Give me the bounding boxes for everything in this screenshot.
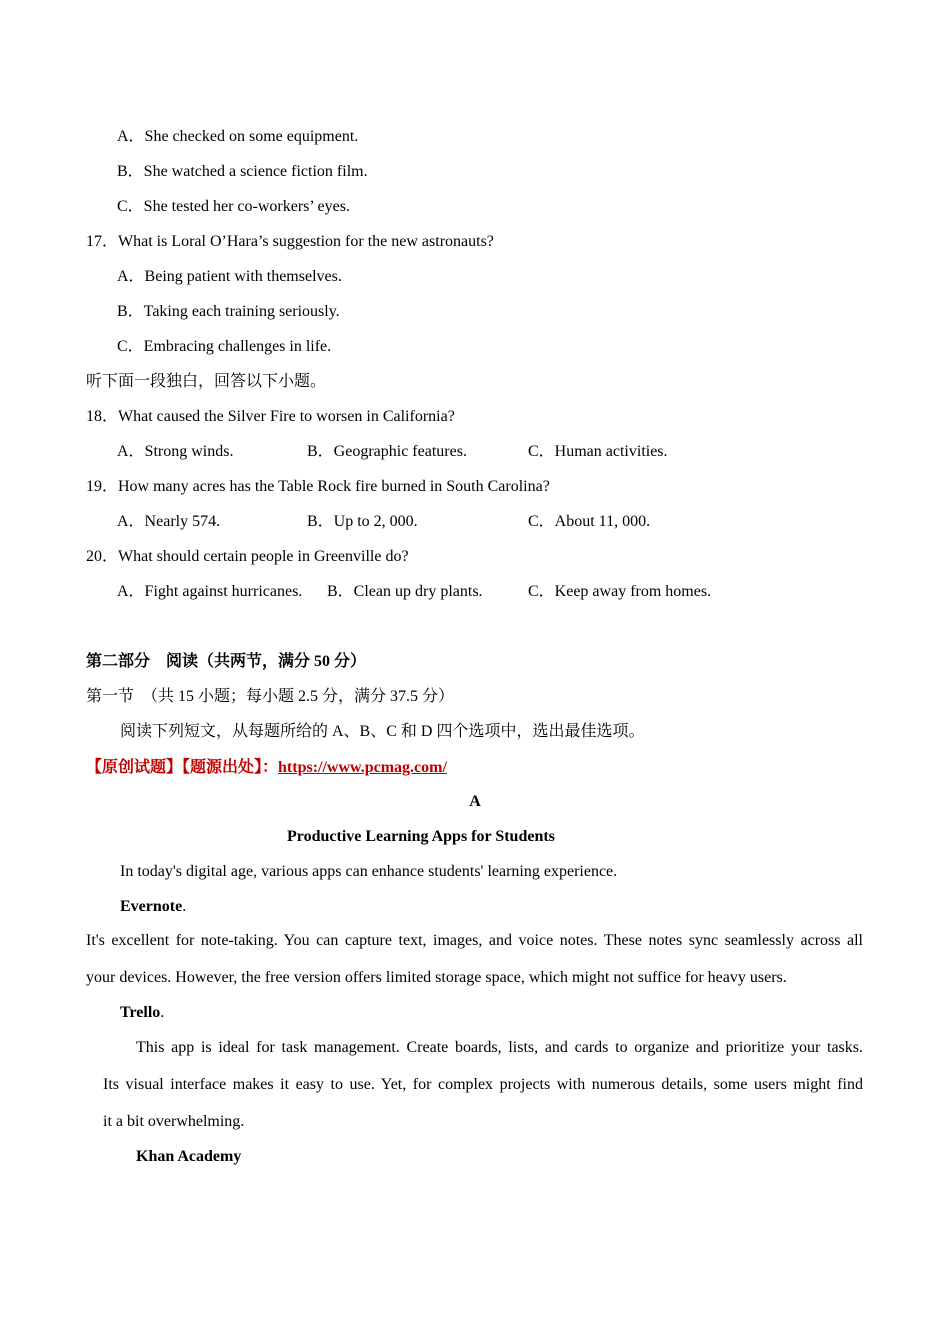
q18-option-b: B．Geographic features. xyxy=(307,443,467,460)
q16-option-b: B．She watched a science fiction film. xyxy=(117,163,368,180)
passage-letter: A xyxy=(469,793,481,810)
source-label: 【原创试题】【题源出处】： xyxy=(86,759,279,776)
q17-stem: 17．What is Loral O’Hara’s suggestion for the new astronauts? xyxy=(86,233,494,250)
q19-option-a: A．Nearly 574. xyxy=(117,513,221,530)
q18-option-c: C．Human activities. xyxy=(528,443,668,460)
trello-heading: Trello. xyxy=(120,1004,165,1021)
evernote-line-2: your devices. However, the free version offers limited storage space, which might not suffice for heavy users. xyxy=(86,969,787,986)
q20-stem: 20．What should certain people in Greenville do? xyxy=(86,548,409,565)
part2-heading: 第二部分 阅读（共两节，满分 50 分） xyxy=(86,653,367,670)
evernote-line-1: It's excellent for note-taking. You can capture text, images, and voice notes. These notes sync seamlessly across all xyxy=(86,932,863,949)
evernote-heading: Evernote. xyxy=(120,898,187,915)
monologue-instruction: 听下面一段独白，回答以下小题。 xyxy=(86,373,327,390)
q17-option-a: A．Being patient with themselves. xyxy=(117,268,342,285)
source-link[interactable]: https://www.pcmag.com/ xyxy=(278,759,447,776)
q20-option-a: A．Fight against hurricanes. xyxy=(117,583,303,600)
q17-option-c: C．Embracing challenges in life. xyxy=(117,338,332,355)
trello-name: Trello xyxy=(120,1004,161,1021)
reading-instruction: 阅读下列短文，从每题所给的 A、B、C 和 D 四个选项中，选出最佳选项。 xyxy=(120,723,645,740)
khan-academy-heading: Khan Academy xyxy=(136,1148,242,1165)
trello-line-2: Its visual interface makes it easy to use. Yet, for complex projects with numerous details, some users might find xyxy=(103,1076,863,1093)
q16-option-c: C．She tested her co-workers’ eyes. xyxy=(117,198,350,215)
q19-stem: 19．How many acres has the Table Rock fire burned in South Carolina? xyxy=(86,478,550,495)
source-line xyxy=(86,758,447,778)
q18-stem: 18．What caused the Silver Fire to worsen in California? xyxy=(86,408,455,425)
q18-option-a: A．Strong winds. xyxy=(117,443,234,460)
q16-option-a: A．She checked on some equipment. xyxy=(117,128,359,145)
trello-line-3: it a bit overwhelming. xyxy=(103,1113,245,1130)
trello-line-1: This app is ideal for task management. Create boards, lists, and cards to organize and prioritize your tasks. xyxy=(136,1039,863,1056)
q19-option-b: B．Up to 2, 000. xyxy=(307,513,418,530)
q20-option-c: C．Keep away from homes. xyxy=(528,583,712,600)
q17-option-b: B．Taking each training seriously. xyxy=(117,303,340,320)
evernote-name: Evernote xyxy=(120,898,183,915)
section1-heading: 第一节 （共 15 小题；每小题 2.5 分，满分 37.5 分） xyxy=(86,688,455,705)
q20-option-b: B．Clean up dry plants. xyxy=(327,583,483,600)
passage-intro: In today's digital age, various apps can enhance students' learning experience. xyxy=(120,863,618,880)
q19-option-c: C．About 11, 000. xyxy=(528,513,651,530)
passage-title: Productive Learning Apps for Students xyxy=(287,828,555,845)
